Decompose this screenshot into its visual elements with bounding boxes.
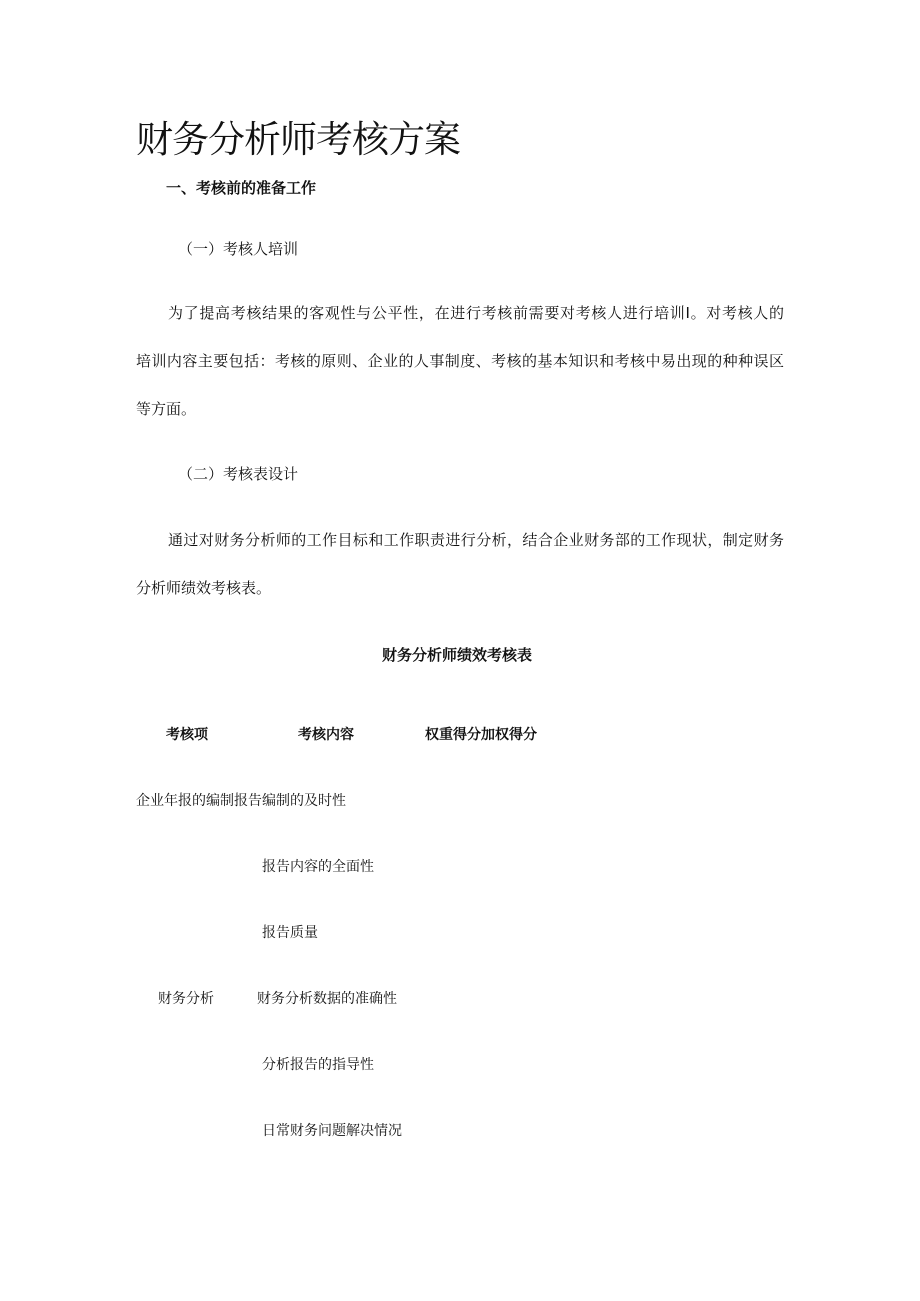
training-paragraph-line-2: 培训内容主要包括：考核的原则、企业的人事制度、考核的基本知识和考核中易出现的种种误区 bbox=[136, 352, 784, 370]
table-row-4-item: 财务分析 bbox=[158, 991, 214, 1007]
document-title: 财务分析师考核方案 bbox=[136, 118, 460, 161]
table-row-5-content: 分析报告的指导性 bbox=[262, 1057, 374, 1073]
table-header-weight-score: 权重得分加权得分 bbox=[425, 727, 537, 743]
table-row-1-item: 企业年报的编制报告编制的及时性 bbox=[136, 793, 346, 809]
table-row-2-content: 报告内容的全面性 bbox=[262, 859, 374, 875]
table-header-content: 考核内容 bbox=[298, 727, 354, 743]
table-row-4-content: 财务分析数据的准确性 bbox=[257, 991, 397, 1007]
section-heading-preparation: 一、考核前的准备工作 bbox=[166, 179, 317, 197]
training-paragraph-line-1: 为了提高考核结果的客观性与公平性，在进行考核前需要对考核人进行培训Ⅰ。对考核人的 bbox=[168, 304, 784, 322]
subsection-heading-form-design: （二）考核表设计 bbox=[178, 465, 299, 483]
table-title: 财务分析师绩效考核表 bbox=[382, 646, 533, 664]
form-design-paragraph-line-1: 通过对财务分析师的工作目标和工作职责进行分析，结合企业财务部的工作现状，制定财务 bbox=[168, 531, 784, 549]
table-header-item: 考核项 bbox=[166, 727, 208, 743]
form-design-paragraph-line-2: 分析师绩效考核表。 bbox=[136, 579, 272, 597]
training-paragraph-line-3: 等方面。 bbox=[136, 400, 197, 418]
table-row-3-content: 报告质量 bbox=[262, 925, 318, 941]
table-row-6-content: 日常财务问题解决情况 bbox=[262, 1123, 402, 1139]
subsection-heading-training: （一）考核人培训 bbox=[178, 240, 299, 258]
